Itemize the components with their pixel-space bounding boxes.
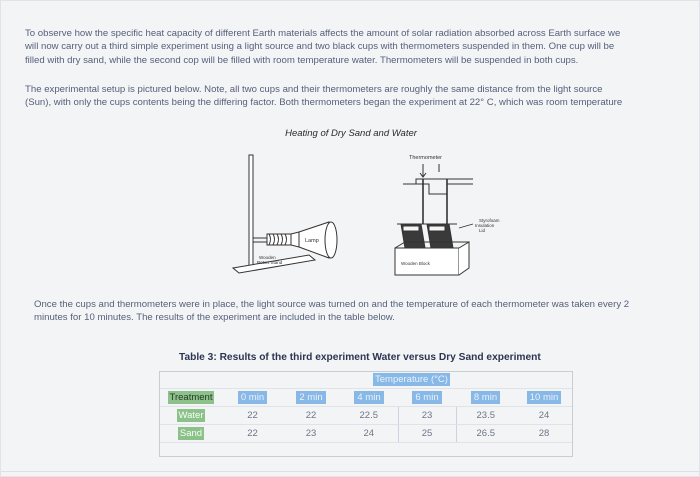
row-label: Water <box>178 410 204 421</box>
text-line: Once the cups and thermometers were in place, the light source was turned on and the temperature of each thermometer was taken every 2 <box>34 299 630 310</box>
column-header: 2 min <box>296 391 325 404</box>
setup-paragraph <box>25 83 693 110</box>
table-cell: 23.5 <box>456 407 515 425</box>
column-header: 10 min <box>527 391 562 404</box>
cups-drawing <box>395 224 469 275</box>
row-header: Treatment <box>169 392 213 403</box>
text-line: will now carry out a third simple experiment using a light source and two black cups with thermometers suspended in them. One cup will be <box>25 41 615 53</box>
text-line: The experimental setup is pictured below. Note, all two cups and their thermometers are roughly the same distance from the light source <box>25 84 603 95</box>
table-cell: 22.5 <box>340 407 398 425</box>
column-header: 0 min <box>238 391 267 404</box>
table-row <box>159 425 573 443</box>
lamp-drawing <box>267 222 337 258</box>
text-line: minutes for 10 minutes. The results of the experiment are included in the table below. <box>34 312 395 324</box>
table-header-row <box>159 389 573 407</box>
text-line: To observe how the specific heat capacity of different Earth materials affects the amount of solar radiation absorbed across Earth surface we <box>25 28 621 39</box>
table-group-header-row <box>159 370 573 389</box>
table-caption: Table 3: Results of the third experiment Water versus Dry Sand experiment <box>179 352 541 363</box>
table-cell: 24 <box>515 407 573 425</box>
row-label: Sand <box>179 428 203 439</box>
divider <box>1 471 700 472</box>
table-cell: 26.5 <box>456 425 515 443</box>
text-line: (Sun), with only the cups contents being the differing factor. Both thermometers began the experiment at 22° C, which was room temperature <box>25 97 623 109</box>
table-cell: 25 <box>398 425 456 443</box>
procedure-paragraph <box>34 298 694 325</box>
thermometer-drawing <box>403 164 473 224</box>
table-cell: 22 <box>223 425 282 443</box>
figure-title: Heating of Dry Sand and Water <box>285 128 417 139</box>
table-cell: 28 <box>515 425 573 443</box>
table-cell: 24 <box>340 425 398 443</box>
lamp-label: Lamp <box>305 238 319 244</box>
table-cell: 22 <box>223 407 282 425</box>
intro-paragraph <box>25 27 693 67</box>
experiment-diagram <box>223 142 533 292</box>
results-table <box>159 370 573 443</box>
block-label: Wooden Block <box>401 261 430 266</box>
stand-label: Wooden Retort Stand <box>257 255 283 265</box>
column-header: 6 min <box>412 391 441 404</box>
table-row <box>159 407 573 425</box>
column-header: 4 min <box>354 391 383 404</box>
column-header: 8 min <box>471 391 500 404</box>
table-cell: 23 <box>282 425 340 443</box>
styrofoam-label: Styrofoam Insulation Lid <box>475 218 500 233</box>
table-cell: 22 <box>282 407 340 425</box>
text-line: filled with dry sand, while the second cop will be filled with room temperature water. Thermometers will be suspended in both cups. <box>25 54 579 66</box>
table-cell: 23 <box>398 407 456 425</box>
thermometer-label: Thermometer <box>409 155 443 161</box>
styrofoam-pointer <box>459 224 473 228</box>
group-header: Temperature (°C) <box>375 373 448 385</box>
